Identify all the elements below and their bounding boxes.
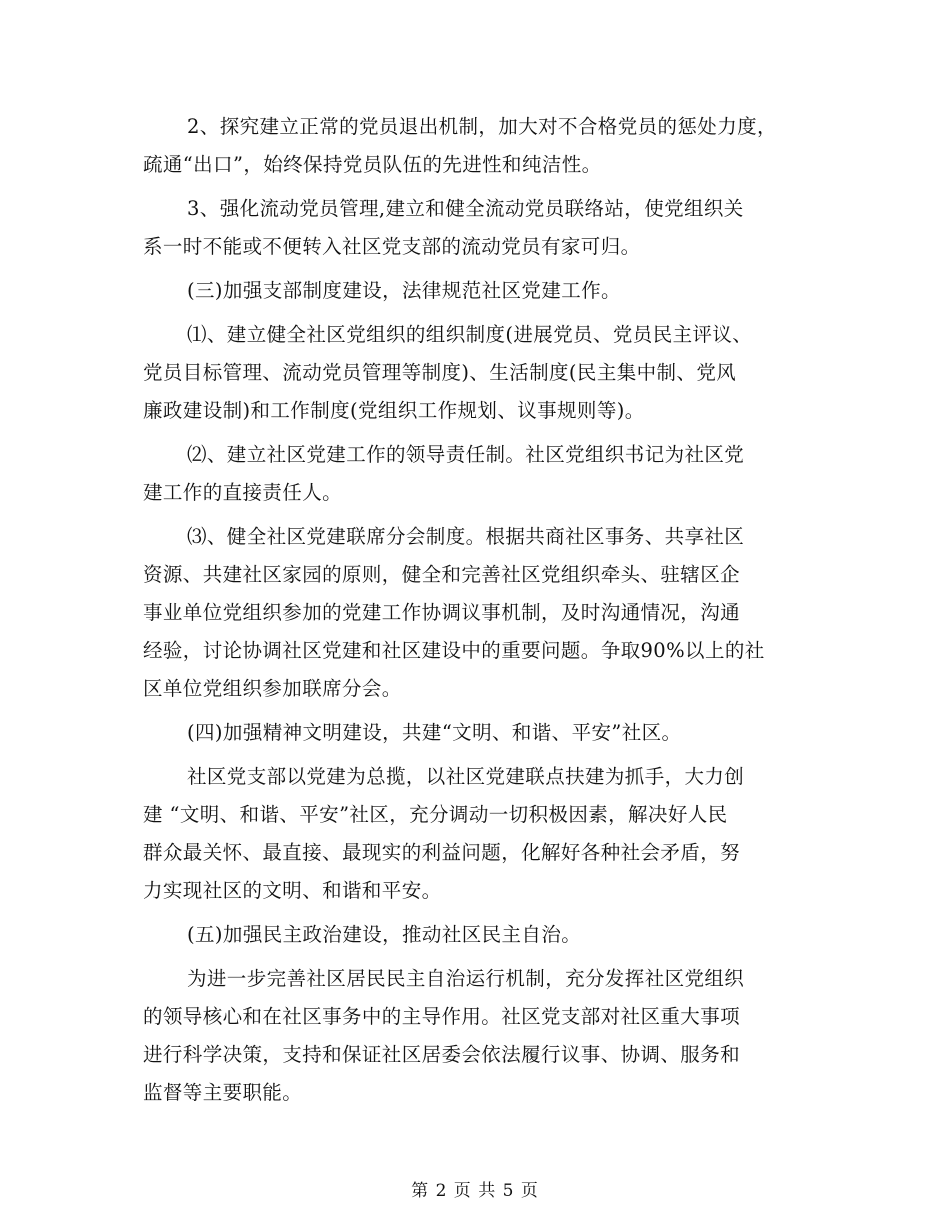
paragraph-4 (143, 316, 811, 430)
paragraph-6 (143, 518, 811, 708)
section-heading-5 (143, 916, 811, 954)
paragraph-line: 资源、共建社区家园的原则，健全和完善社区党组织牵头、驻辖区企 (143, 563, 741, 586)
paragraph-5 (143, 436, 811, 512)
paragraph-line: 进行科学决策，支持和保证社区居委会依法履行议事、协调、服务和 (143, 1043, 741, 1066)
paragraph-line: 监督等主要职能。 (143, 1081, 303, 1104)
paragraph-line: 事业单位党组织参加的党建工作协调议事机制，及时沟通情况，沟通 (143, 601, 741, 624)
paragraph-line: ⑴、建立健全社区党组织的组织制度(进展党员、党员民主评议、 (187, 323, 753, 346)
paragraph-line: 力实现社区的文明、和谐和平安。 (143, 879, 442, 902)
paragraph-line: 社区党支部以党建为总揽，以社区党建联点扶建为抓手，大力创 (187, 765, 745, 788)
paragraph-line: 经验，讨论协调社区党建和社区建设中的重要问题。争取90%以上的社 (143, 639, 765, 662)
paragraph-line: 疏通“出口”，始终保持党员队伍的先进性和纯洁性。 (143, 153, 602, 176)
paragraph-2 (143, 190, 811, 266)
paragraph-1 (143, 108, 811, 184)
document-body (143, 108, 811, 1118)
paragraph-line: 为进一步完善社区居民民主自治运行机制，充分发挥社区党组织 (187, 967, 745, 990)
paragraph-line: 3、强化流动党员管理,建立和健全流动党员联络站，使党组织关 (187, 197, 744, 220)
paragraph-line: 群众最关怀、最直接、最现实的利益问题，化解好各种社会矛盾，努 (143, 841, 741, 864)
paragraph-line: 系一时不能或不便转入社区党支部的流动党员有家可归。 (143, 235, 641, 258)
paragraph-line: 2、探究建立正常的党员退出机制，加大对不合格党员的惩处力度， (187, 115, 777, 138)
paragraph-line: 党员目标管理、流动党员管理等制度)、生活制度(民主集中制、党风 (143, 361, 737, 384)
paragraph-line: (三)加强支部制度建设，法律规范社区党建工作。 (187, 279, 621, 302)
paragraph-10 (143, 960, 811, 1112)
paragraph-line: (五)加强民主政治建设，推动社区民主自治。 (187, 923, 582, 946)
section-heading-3 (143, 272, 811, 310)
page-number-footer: 第 2 页 共 5 页 (411, 1181, 539, 1201)
paragraph-line: ⑶、健全社区党建联席分会制度。根据共商社区事务、共享社区 (187, 525, 745, 548)
paragraph-8 (143, 758, 811, 910)
paragraph-line: 廉政建设制)和工作制度(党组织工作规划、议事规则等)。 (143, 399, 645, 422)
paragraph-line: 的领导核心和在社区事务中的主导作用。社区党支部对社区重大事项 (143, 1005, 741, 1028)
paragraph-line: 建工作的直接责任人。 (143, 481, 343, 504)
paragraph-line: ⑵、建立社区党建工作的领导责任制。社区党组织书记为社区党 (187, 443, 745, 466)
section-heading-4 (143, 714, 811, 752)
paragraph-line: 区单位党组织参加联席分会。 (143, 677, 402, 700)
paragraph-line: 建 “文明、和谐、平安”社区，充分调动一切积极因素，解决好人民 (143, 803, 728, 826)
paragraph-line: (四)加强精神文明建设，共建“文明、和谐、平安”社区。 (187, 721, 682, 744)
